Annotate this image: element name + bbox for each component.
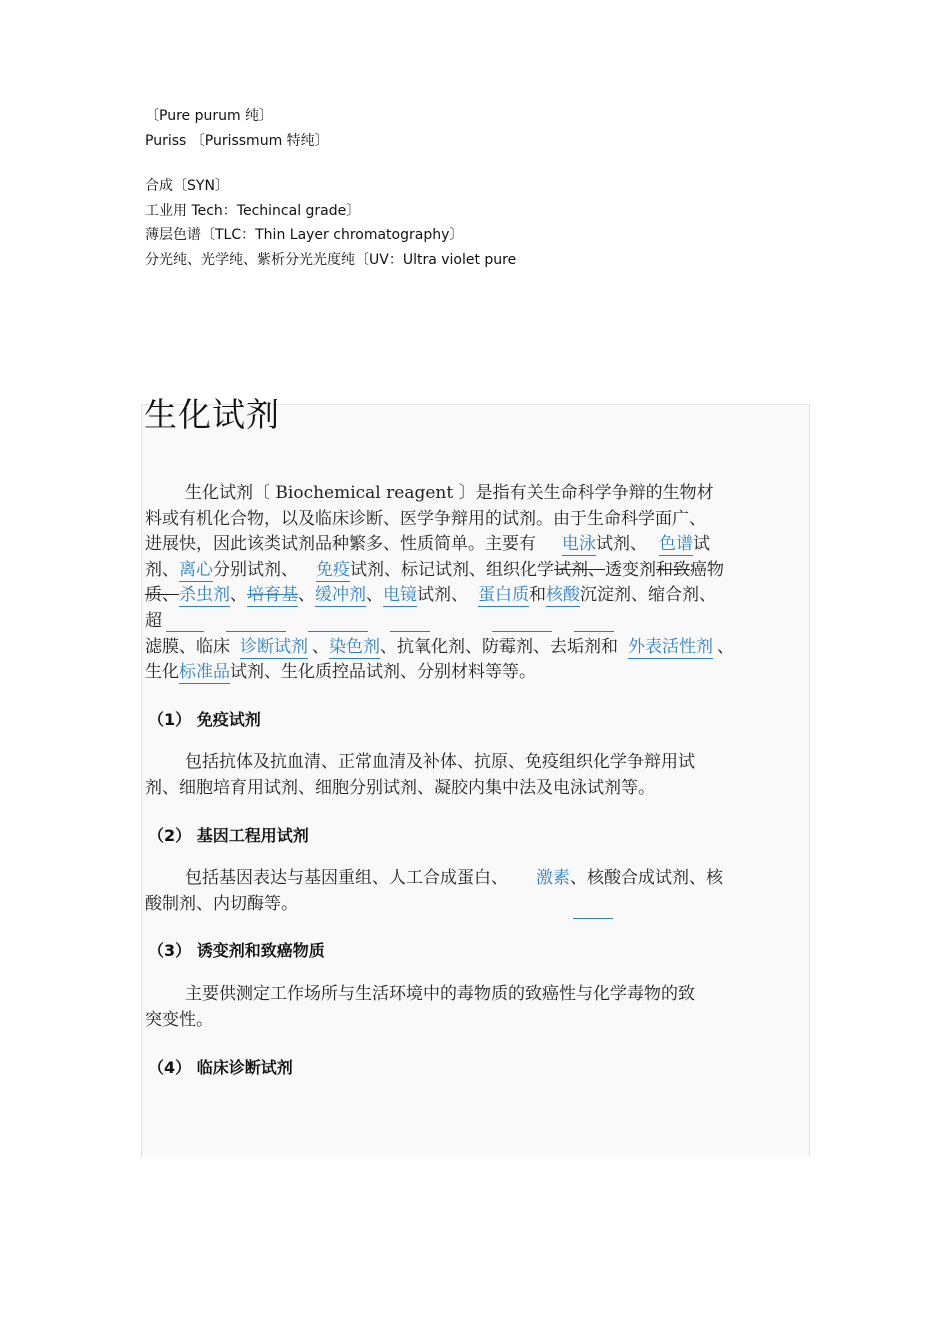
underline-mark [492, 631, 552, 632]
intro-line [145, 660, 810, 686]
link-diagnostic-reagent[interactable]: 诊断试剂 [240, 636, 308, 657]
intro-line [145, 583, 810, 609]
section-text: 突变性。 [145, 1009, 213, 1030]
intro-text: 、 [230, 585, 247, 606]
section-text: 主要供测定工作场所与生活环境中的毒物质的致癌性与化学毒物的致 [185, 984, 695, 1004]
grade-list [145, 104, 516, 272]
link-stain[interactable]: 染色剂 [329, 636, 380, 657]
underline-mark [573, 918, 613, 919]
underline-mark [166, 631, 204, 632]
intro-text: 滤膜、临床 [145, 636, 230, 657]
intro-text: 癌物 [690, 559, 724, 580]
section-heading-mutagen: （3） 诱变剂和致癌物质 [148, 941, 325, 960]
intro-text: 和 [529, 585, 546, 606]
link-nucleic-acid[interactable]: 核酸 [546, 585, 580, 606]
link-buffer[interactable]: 缓冲剂 [315, 585, 366, 606]
intro-text: 、 [366, 585, 383, 606]
article-title: 生化试剂 [144, 395, 280, 434]
intro-text: 试剂、 [417, 585, 468, 606]
intro-text: 、抗氧化剂、防霉剂、去垢剂和 [380, 636, 618, 657]
intro-text: 超 [145, 610, 162, 631]
intro-text: 和致 [656, 559, 690, 580]
link-standard[interactable]: 标准品 [179, 662, 230, 683]
link-immunity[interactable]: 免疫 [316, 559, 350, 580]
intro-text: 透变剂 [605, 559, 656, 580]
grade-pure: 〔Pure purum 纯〕 [145, 108, 274, 124]
intro-text: 剂、 [145, 559, 179, 580]
intro-text: 试剂、生化质控品试剂、分别材料等等。 [230, 662, 536, 683]
underline-mark [574, 631, 614, 632]
section-text: 包括基因表达与基因重组、人工合成蛋白、 [185, 868, 508, 888]
link-electron-microscope[interactable]: 电镜 [383, 585, 417, 606]
section-text: 、核酸合成试剂、核 [570, 868, 723, 888]
link-hormone[interactable]: 激素 [536, 868, 570, 888]
intro-text: 质、 [145, 585, 179, 606]
intro-text: 、 [298, 585, 315, 606]
grade-syn: 合成〔SYN〕 [145, 178, 229, 194]
intro-text: 料或有机化合物，以及临床诊断、医学争辩用的试剂。由于生命科学面广、 [145, 508, 706, 529]
link-insecticide[interactable]: 杀虫剂 [179, 585, 230, 606]
link-chromatography[interactable]: 色谱 [659, 534, 693, 555]
link-culture-medium[interactable]: 培育基 [247, 585, 298, 606]
grade-tech: 工业用 Tech：Techincal grade〕 [145, 202, 361, 219]
intro-line [145, 481, 810, 507]
intro-text: 试剂、标记试剂、组织化学 [350, 559, 554, 580]
link-electrophoresis[interactable]: 电泳 [562, 534, 596, 555]
intro-text: 生化 [145, 662, 179, 683]
intro-text: 试剂、 [554, 559, 605, 580]
underline-mark [226, 631, 286, 632]
intro-text: 生化试剂〔 Biochemical reagent 〕是指有关生命科学争辩的生物材 [185, 483, 714, 503]
grade-puriss: Puriss 〔Purissmum 特纯〕 [145, 132, 329, 149]
intro-line [145, 635, 810, 661]
intro-paragraph [145, 481, 810, 686]
underline-mark [308, 631, 368, 632]
section-text: 剂、细胞培育用试剂、细胞分别试剂、凝胶内集中法及电泳试剂等。 [145, 777, 655, 798]
underline-mark [390, 631, 430, 632]
intro-text: 试剂、 [596, 534, 647, 555]
intro-text: 、 [717, 636, 734, 657]
grade-tlc: 薄层色谱〔TLC：Thin Layer chromatography〕 [145, 227, 464, 243]
intro-text: 试 [693, 534, 710, 555]
intro-text: 、 [312, 636, 329, 657]
section-heading-genetic: （2） 基因工程用试剂 [148, 826, 309, 845]
section-heading-immune: （1） 免疫试剂 [148, 710, 261, 729]
grade-uv: 分光纯、光学纯、紫析分光光度纯〔UV：Ultra violet pure [145, 251, 517, 268]
section-body-immune [145, 750, 810, 801]
intro-text: 进展快，因此该类试剂品种繁多、性质简单。主要有 [145, 534, 536, 555]
intro-text: 沉淀剂、缩合剂、 [580, 585, 716, 606]
link-protein[interactable]: 蛋白质 [478, 585, 529, 606]
intro-text: 分别试剂、 [213, 559, 298, 580]
section-text: 酸制剂、内切酶等。 [145, 893, 298, 914]
link-surfactant[interactable]: 外表活性剂 [628, 636, 713, 657]
section-text: 包括抗体及抗血清、正常血清及补体、抗原、免疫组织化学争辩用试 [185, 752, 695, 772]
intro-line [145, 558, 810, 584]
section-body-genetic [145, 866, 810, 917]
intro-line [145, 507, 810, 533]
section-body-mutagen [145, 982, 810, 1033]
intro-line [145, 532, 810, 558]
section-heading-diagnostic: （4） 临床诊断试剂 [148, 1058, 293, 1077]
link-centrifuge[interactable]: 离心 [179, 559, 213, 580]
